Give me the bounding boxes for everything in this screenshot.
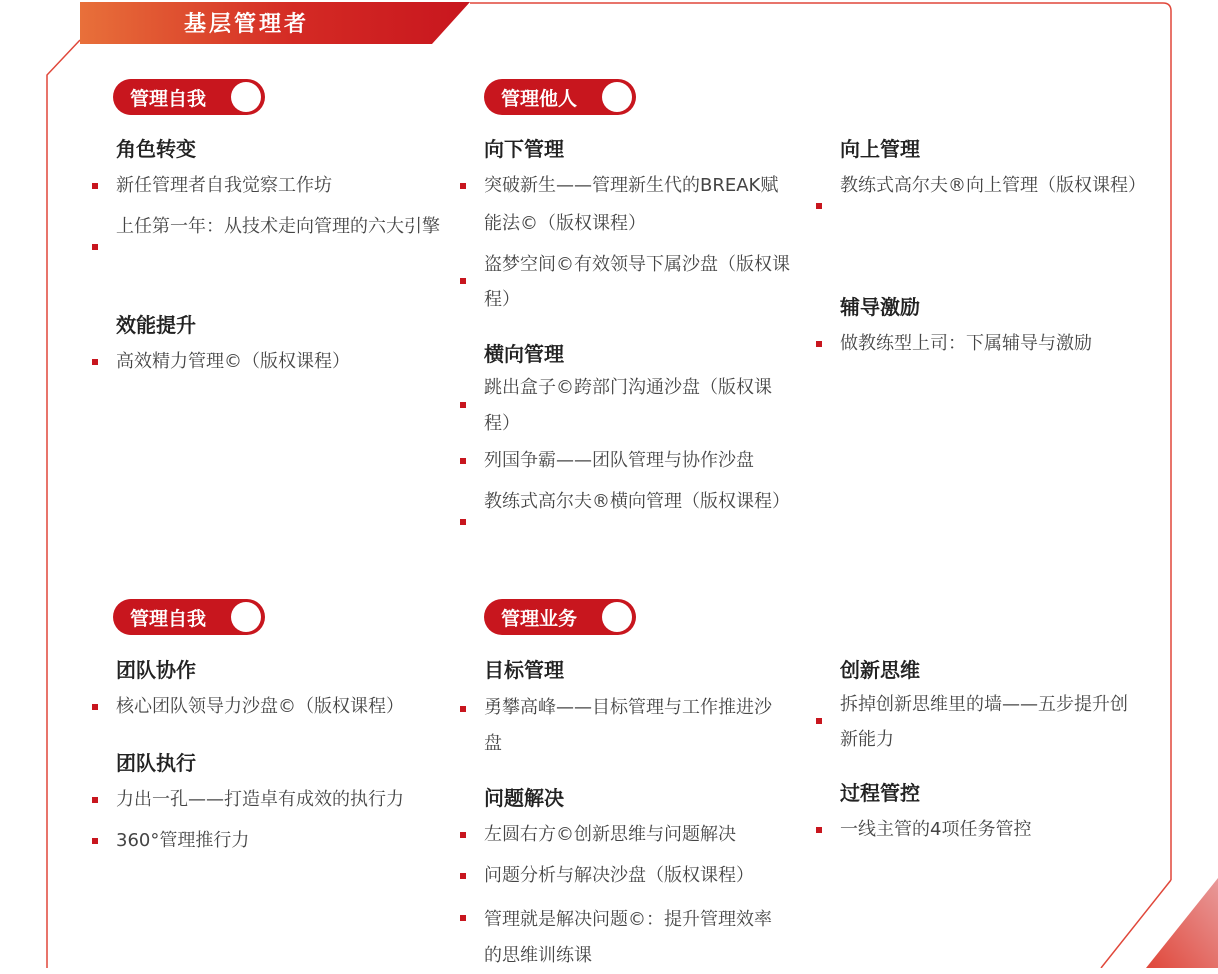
heading-coaching: 辅导激励 [840, 295, 920, 319]
page-title: 基层管理者 [184, 12, 310, 37]
list-item[interactable]: 教练式高尔夫®向上管理（版权课程） [840, 167, 1140, 205]
heading-process-control: 过程管控 [840, 781, 920, 805]
bullet-icon [460, 278, 466, 284]
bullet-icon [460, 873, 466, 879]
list-item[interactable]: 左圆右方©创新思维与问题解决 [484, 816, 794, 854]
list-item[interactable]: 教练式高尔夫®横向管理（版权课程） [484, 483, 784, 521]
title-tab [80, 2, 470, 44]
bullet-icon [816, 203, 822, 209]
list-item[interactable]: 盗梦空间©有效领导下属沙盘（版权课程） [484, 247, 794, 317]
list-item[interactable]: 管理就是解决问题©：提升管理效率的思维训练课 [484, 902, 789, 974]
bullet-icon [92, 359, 98, 365]
toggle-knob [231, 82, 261, 112]
list-item[interactable]: 做教练型上司：下属辅导与激励 [840, 325, 1140, 363]
list-item[interactable]: 问题分析与解决沙盘（版权课程） [484, 857, 794, 895]
bullet-icon [816, 718, 822, 724]
list-item[interactable]: 突破新生——管理新生代的BREAK赋能法©（版权课程） [484, 167, 794, 243]
bullet-icon [460, 706, 466, 712]
list-item[interactable]: 拆掉创新思维里的墙——五步提升创新能力 [840, 687, 1140, 757]
pill-manage-others [484, 79, 636, 115]
list-item[interactable]: 上任第一年：从技术走向管理的六大引擎 [116, 208, 446, 246]
pill-label: 管理自我 [130, 88, 207, 110]
list-item[interactable]: 新任管理者自我觉察工作坊 [116, 167, 446, 205]
heading-role-transition: 角色转变 [116, 137, 196, 161]
heading-goal-mgmt: 目标管理 [484, 658, 564, 682]
pill-manage-business [484, 599, 636, 635]
bullet-icon [460, 402, 466, 408]
heading-team-collab: 团队协作 [116, 658, 196, 682]
bullet-icon [92, 244, 98, 250]
bullet-icon [460, 458, 466, 464]
bullet-icon [460, 519, 466, 525]
bullet-icon [92, 797, 98, 803]
list-item[interactable]: 跳出盒子©跨部门沟通沙盘（版权课程） [484, 370, 794, 442]
toggle-knob [602, 82, 632, 112]
bullet-icon [92, 838, 98, 844]
pill-label: 管理自我 [130, 608, 207, 630]
list-item[interactable]: 一线主管的4项任务管控 [840, 811, 1140, 849]
bullet-icon [92, 183, 98, 189]
list-item[interactable]: 360°管理推行力 [116, 822, 446, 860]
heading-efficiency: 效能提升 [116, 313, 196, 337]
heading-team-execution: 团队执行 [116, 751, 196, 775]
list-item[interactable]: 核心团队领导力沙盘©（版权课程） [116, 688, 446, 726]
heading-downward: 向下管理 [484, 137, 564, 161]
pill-manage-self [113, 79, 265, 115]
pill-label: 管理他人 [501, 88, 578, 110]
heading-problem-solving: 问题解决 [484, 786, 564, 810]
pill-manage-self [113, 599, 265, 635]
bullet-icon [816, 827, 822, 833]
heading-horizontal: 横向管理 [484, 342, 564, 366]
corner-decoration [1138, 878, 1218, 968]
bullet-icon [460, 832, 466, 838]
bullet-icon [460, 183, 466, 189]
list-item[interactable]: 列国争霸——团队管理与协作沙盘 [484, 442, 794, 480]
pill-label: 管理业务 [501, 608, 578, 630]
list-item[interactable]: 力出一孔——打造卓有成效的执行力 [116, 781, 446, 819]
bullet-icon [92, 704, 98, 710]
bullet-icon [816, 341, 822, 347]
list-item[interactable]: 高效精力管理©（版权课程） [116, 343, 446, 381]
heading-innovation: 创新思维 [840, 658, 920, 682]
toggle-knob [231, 602, 261, 632]
bullet-icon [460, 915, 466, 921]
heading-upward: 向上管理 [840, 137, 920, 161]
list-item[interactable]: 勇攀高峰——目标管理与工作推进沙盘 [484, 690, 784, 762]
toggle-knob [602, 602, 632, 632]
